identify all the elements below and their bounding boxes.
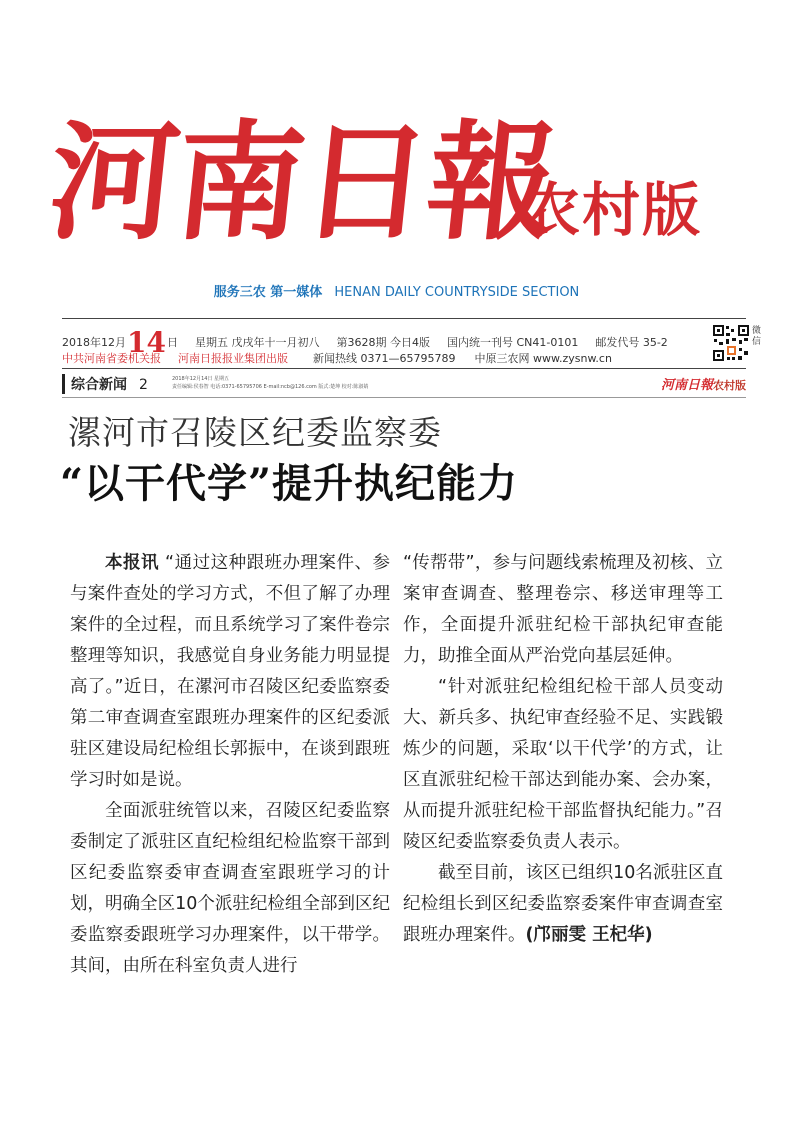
section-title: 综合新闻 [71, 377, 127, 393]
paragraph-4 [403, 858, 723, 951]
section-bar [62, 374, 746, 396]
date-prefix: 2018年12月 [62, 336, 126, 349]
article-byline: (邝丽雯 王杞华) [525, 925, 653, 945]
hotline: 新闻热线 0371—65795789 [313, 352, 456, 365]
cn-number: 国内统一刊号 CN41-0101 [446, 336, 579, 349]
section-name [62, 374, 148, 394]
website: 中原三农网 www.zysnw.cn [474, 352, 612, 365]
article-kicker: 漯河市召陵区纪委监察委 [68, 413, 442, 452]
qr-code-icon [712, 324, 750, 362]
paragraph-2-continued: “传帮带”，参与问题线索梳理及初核、立案审查调查、整理卷宗、移送审理等工作，全面提升派驻纪检干部执纪审查能力，助推全面从严治党向基层延伸。 [403, 553, 723, 666]
section-logo-title: 河南日報 [660, 378, 713, 393]
section-rule [62, 397, 746, 398]
publisher: 河南日报报业集团出版 [178, 352, 288, 365]
qr-label: 微信 [752, 326, 762, 347]
slogan-cn: 服务三农 第一媒体 [213, 285, 323, 300]
paragraph-1 [70, 548, 390, 796]
section-logo [661, 374, 746, 393]
date-suffix: 日 [166, 336, 178, 349]
paragraph-2: 全面派驻统管以来，召陵区纪委监察委制定了派驻区直纪检组纪检监察干部到区纪委监察委审查调查室跟班学习的计划，明确全区10个派驻纪检组全部到区纪委监察委跟班学习办理案件，以干带学。其间，由所在科室负责人进行 [70, 801, 390, 976]
slogan [0, 281, 793, 300]
weekday-lunar: 星期五 戊戌年十一月初八 [194, 336, 320, 349]
section-meta-date: 2018年12月14日 星期五 [172, 376, 230, 382]
section-meta-editors: 责任编辑:侯春智 电话:0371-65795706 E-mail:ncb@126.com 版式:楚坤 校对:陈淑婧 [172, 384, 369, 390]
info-row-publisher [62, 350, 612, 366]
article-lead: 本报讯 [105, 553, 159, 573]
section-page: 2 [139, 377, 148, 393]
article-headline: “以干代学”提升执纪能力 [60, 460, 519, 507]
sponsor: 中共河南省委机关报 [62, 352, 161, 365]
paragraph-1-text: “通过这种跟班办理案件、参与案件查处的学习方式，不但了解了办理案件的全过程，而且系统学习了案件卷宗整理等知识，我感觉自身业务能力明显提高了。”近日，在漯河市召陵区纪委监察委第二审查调查室跟班办理案件的区纪委派驻区建设局纪检组长郭振中，在谈到跟班学习时如是说。 [70, 553, 390, 790]
article-column-right [403, 548, 723, 951]
masthead [40, 108, 760, 278]
section-meta [172, 375, 368, 391]
paragraph-4-text: 截至目前，该区已组织10名派驻区直纪检组长到区纪委监察委案件审查调查室跟班办理案件。 [403, 863, 723, 945]
masthead-edition: 农村版 [522, 176, 703, 244]
paragraph-3: “针对派驻纪检组纪检干部人员变动大、新兵多、执纪审查经验不足、实践锻炼少的问题，采取‘以干代学’的方式，让区直派驻纪检干部达到能办案、会办案，从而提升派驻纪检干部监督执纪能力。”召陵区纪委监察委负责人表示。 [403, 677, 723, 852]
slogan-en: HENAN DAILY COUNTRYSIDE SECTION [334, 285, 580, 300]
section-logo-edition: 农村版 [713, 379, 746, 392]
masthead-title: 河南日報 [42, 108, 562, 258]
top-rule [62, 318, 746, 319]
mid-rule [62, 368, 746, 369]
article-column-left [70, 548, 390, 982]
postal-code: 邮发代号 35-2 [595, 336, 668, 349]
date-day: 14 [127, 326, 166, 359]
issue-number: 第3628期 今日4版 [336, 336, 430, 349]
